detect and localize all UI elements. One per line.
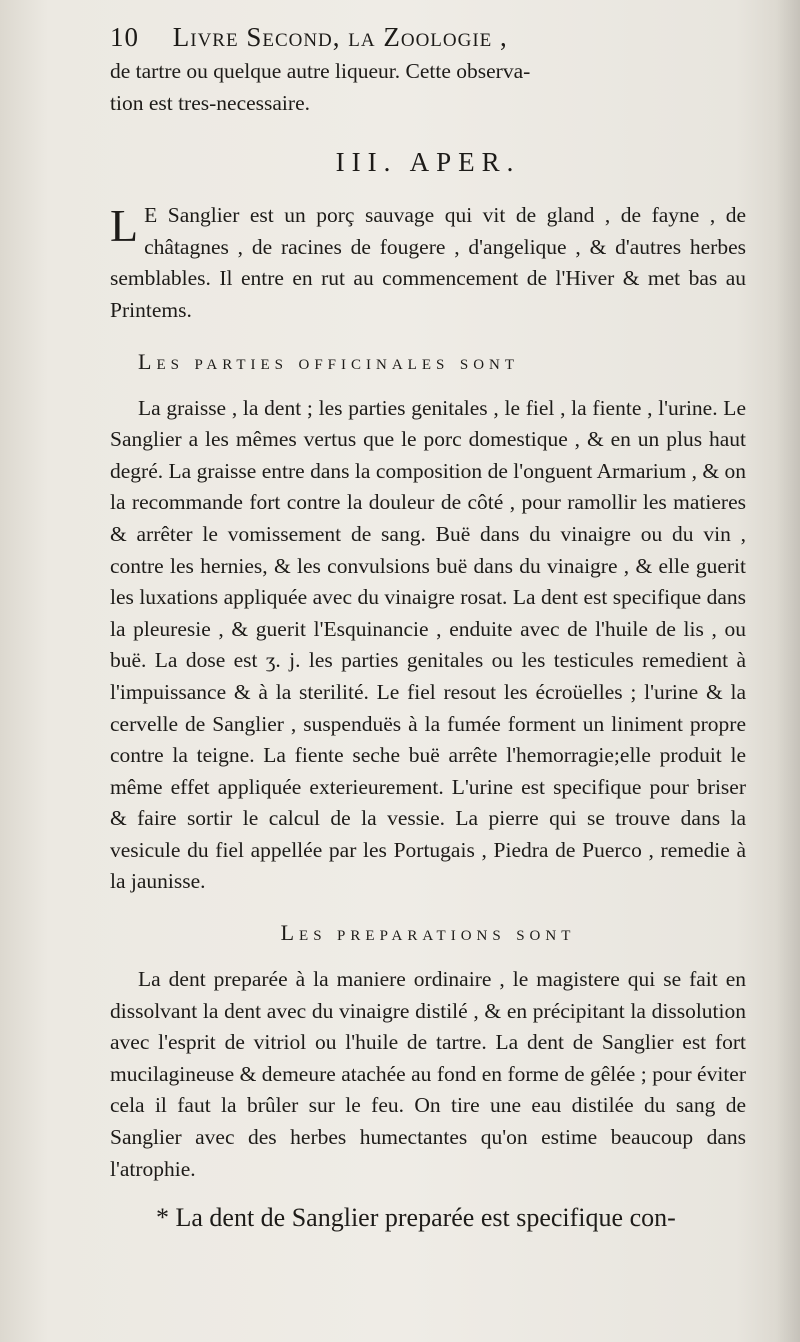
drop-cap: L bbox=[110, 200, 139, 252]
page-content bbox=[110, 18, 746, 1233]
section-title: III. APER. bbox=[335, 147, 521, 178]
intro-paragraph-text: E Sanglier est un porç sauvage qui vit de gland , de fayne , de châtagnes , de racines de fougere , d'angelique , & d'autres herbes semblables. Il entre en rut au commencement de l'Hiver & met bas au Printems. bbox=[110, 203, 746, 322]
running-title: Livre Second, la Zoologie , bbox=[172, 22, 508, 52]
preparations-heading: Les preparations sont bbox=[280, 920, 576, 946]
page-edge-shadow bbox=[776, 0, 800, 1342]
footnote-line: * La dent de Sanglier preparée est specifique con- bbox=[156, 1203, 676, 1233]
officinal-heading: Les parties officinales sont bbox=[138, 348, 520, 374]
intro-line-1: de tartre ou quelque autre liqueur. Cette observa- bbox=[110, 59, 531, 83]
intro-paragraph bbox=[110, 200, 746, 326]
running-head bbox=[110, 18, 746, 56]
intro-line-2: tion est tres-necessaire. bbox=[110, 90, 310, 115]
preparations-paragraph: La dent preparée à la maniere ordinaire , le magistere qui se fait en dissolvant la dent avec du vinaigre distilé , & en précipitant la dissolution avec l'esprit de vitriol ou l'huile de tartre. La dent de Sanglier est fort mucilagineuse & demeure atachée au fond en forme de gêlée ; pour éviter cela il faut la brûler sur le feu. On tire une eau distilée du sang de Sanglier avec des herbes humectantes qu'on estime beaucoup dans l'atrophie. bbox=[110, 967, 746, 1181]
officinal-paragraph: La graisse , la dent ; les parties genitales , le fiel , la fiente , l'urine. Le Sanglier a les mêmes vertus que le porc domestique , & en un plus haut degré. La graisse entre dans la composition de l'onguent Armarium , & on la recommande fort contre la douleur de côté , pour ramollir les matieres & arrêter le vomissement de sang. Buë dans du vinaigre ou du vin , contre les hernies, & les convulsions buë dans du vinaigre , & elle guerit les luxations appliquée avec du vinaigre rosat. La dent est specifique dans la pleuresie , & guerit l'Esquinancie , enduite avec de l'huile de lis , ou buë. La dose est ʒ. j. les parties genitales ou les testicules remedient à l'impuissance & à la sterilité. Le fiel resout les écroüelles ; l'urine & la cervelle de Sanglier , suspenduës à la fumée forment un liniment propre contre la teigne. La fiente seche buë arrête l'hemorragie;elle produit le même effet appliquée exterieurement. L'urine est specifique pour briser & faire sortir le calcul de la vessie. La pierre qui se trouve dans la vesicule du fiel appellée par les Portugais , Piedra de Puerco , remedie à la jaunisse. bbox=[110, 395, 746, 894]
page-number: 10 bbox=[110, 22, 139, 52]
